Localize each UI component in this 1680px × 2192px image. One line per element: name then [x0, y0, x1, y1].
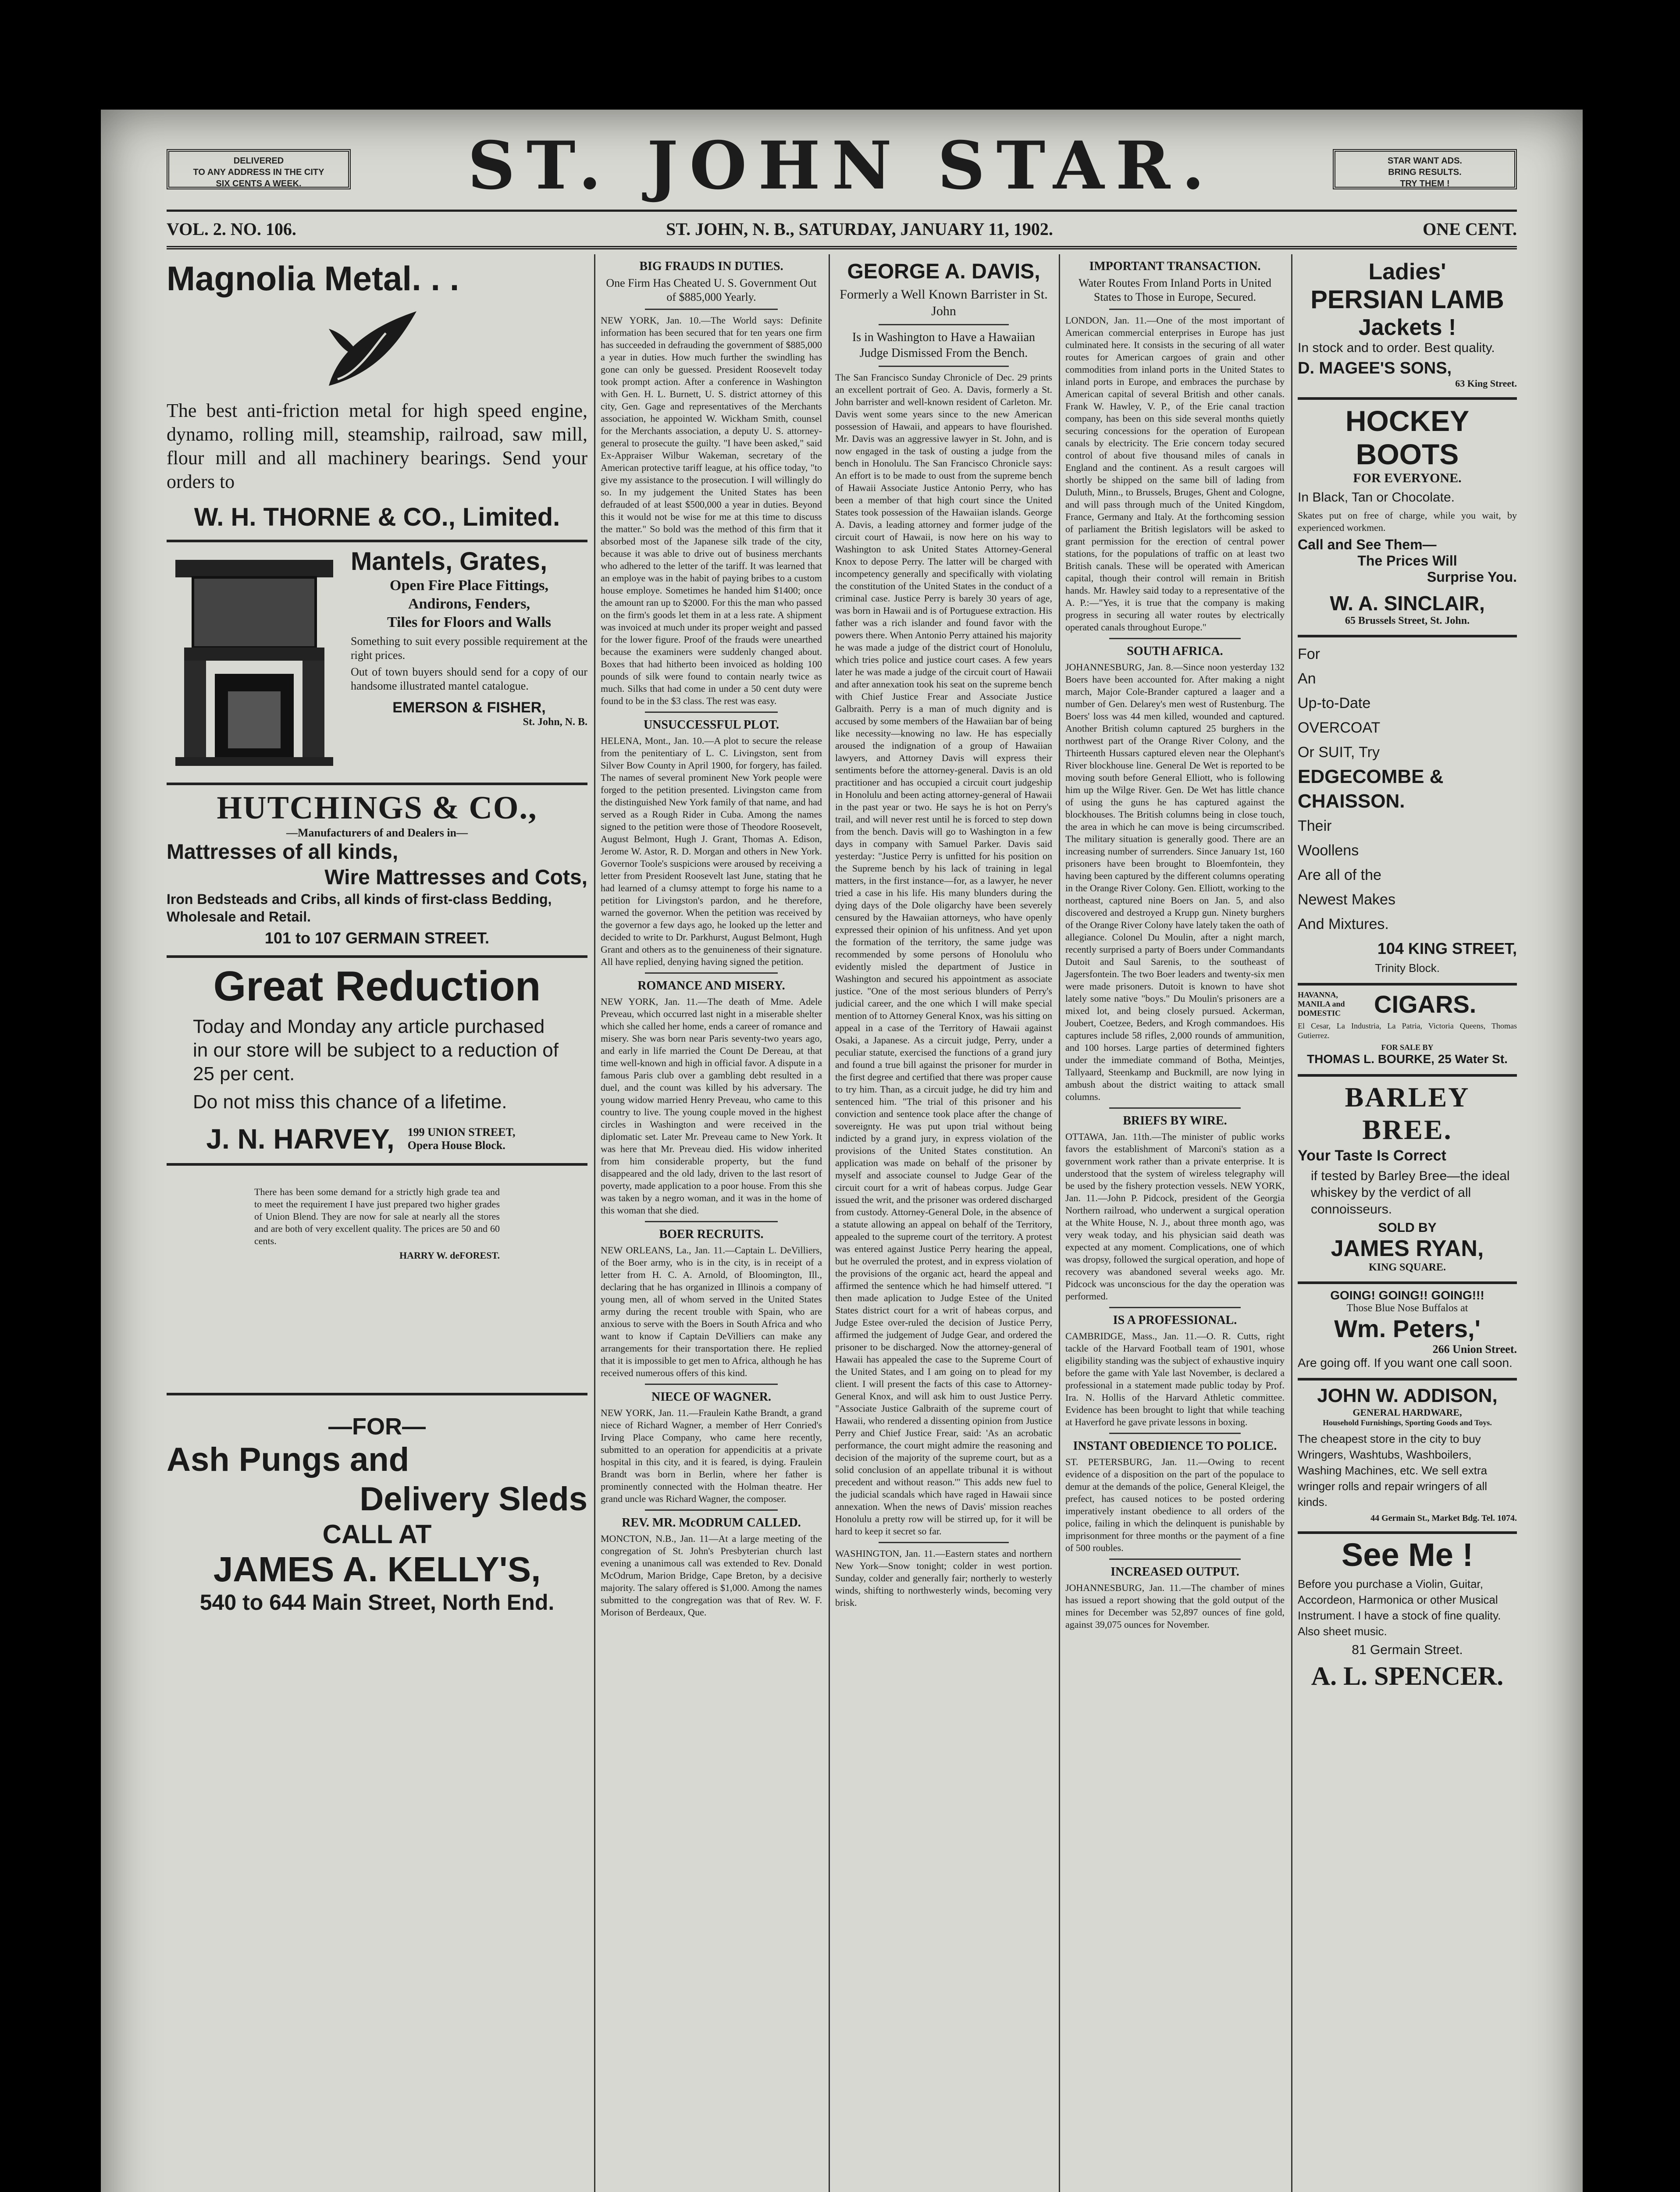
ear-left-line: DELIVERED — [233, 156, 284, 166]
ad-firm: EDGECOMBE & — [1298, 766, 1444, 787]
magnolia-metal-ad — [167, 254, 587, 542]
divider — [645, 1509, 778, 1511]
ad-body: Do not miss this chance of a lifetime. — [193, 1091, 507, 1113]
ad-address: 266 Union Street. — [1432, 1343, 1517, 1356]
persian-lamb-ad — [1298, 254, 1517, 400]
article-body: MONCTON, N.B., Jan. 11—At a large meeting of the congregation of St. John's Presbyterian church last evening a unanimous call was extended to Rev. Donald McOdrum, Marion Bridge, Cape Breton, by a decisive majority. The salary offered is $1,000. Among the names submitted to the congregation was that of Rev. W. F. Morison of Berdeaux, Que. — [601, 1533, 822, 1618]
headline: BIG FRAUDS IN DUTIES. — [639, 260, 783, 273]
article-body: NEW YORK, Jan. 11.—Fraulein Kathe Brandt, a grand niece of Richard Wagner, a member of Herr Conried's Irving Place Company, who came here recently, submitted to an operation for appendicitis at a private hospital in this city, and it is feared, is dying. Fraulein Brandt was born in Berlin, where her father is prominently connected with the Holman theatre. Her grand uncle was Richard Wagner, the composer. — [601, 1407, 822, 1504]
ad-body: There has been some demand for a strictly high grade tea and to meet the requirement I have just prepared two higher grades of Union Blend. They are now for sale at nearly all the stores and are both of very excellent quality. The prices are 50 and 60 cents. — [254, 1186, 500, 1246]
ad-line: Ladies' — [1368, 259, 1446, 285]
headline: GEORGE A. DAVIS, — [847, 260, 1040, 283]
ad-line: Iron Bedsteads and Cribs, all kinds of first-class Bedding, Wholesale and Retail. — [167, 891, 552, 925]
divider — [645, 309, 778, 310]
ad-line: Tiles for Floors and Walls — [387, 614, 552, 630]
edgecombe-ad — [1298, 637, 1517, 986]
ad-address: 101 to 107 GERMAIN STREET. — [264, 929, 490, 947]
article-body: CAMBRIDGE, Mass., Jan. 11.—O. R. Cutts, right tackle of the Harvard Football team of 1901, whose eligibility standing was the subject of exhaustive inquiry before the game with Yale last November, is declared a professional in a statement made public today by Prof. Ira. N. Hollis of the Harvard Athletic committee. Evidence has been brought to light that while teaching at Haverford he gave private lessons in boxing. — [1065, 1331, 1285, 1427]
divider — [879, 366, 1009, 367]
ad-title: Great Reduction — [213, 963, 541, 1010]
headline: SOUTH AFRICA. — [1127, 644, 1223, 658]
ad-line: FOR SALE BY — [1381, 1043, 1434, 1052]
ad-signature: HARRY W. deFOREST. — [399, 1250, 500, 1261]
ad-firm: CHAISSON. — [1298, 790, 1405, 812]
article-body: JOHANNESBURG, Jan. 8.—Since noon yesterday 132 Boers have been accounted for. After making a night march, Major Cole-Brander captured a laager and a number of Gen. Delarey's men west of Rustenburg. The Boers' loss was 44 men killed, wounded and captured. Another British column captured 25 burghers in the northwest part of the Orange River Colony, and the Thirteenth Hussars captured eleven near the Olephant's River blockhouse line. General De Wet is reported to be moving south before General Elliott, who is following him up the Wilge River. Gen. De Wet has little chance of using the guns he has captured against the blockhouses. The British columns being in close touch, the area in which he can move is being circumscribed. The military situation is generally good. There are an increasing number of surrenders. Since January 1st, 160 prisoners have been brought to Bloemfontein, they having been captured by the different columns operating in the Orange River Colony. Gen. Elliott, working to the northeast, captured nine Boers on Jan. 5, and also discovered and destroyed a Krupp gun. Ninety burghers of the Orange River Colony have lately taken the oath of allegiance. Colonel Du Moulin, after a night march, recently surprised a party of Boers under Commandants Dutoit and Saul Sarenis, to the southeast of Jagersfontein. The two Boer leaders and twenty-six men were made prisoners. Dutoit is known to have shot lately some native "boys." Du Moulin's prisoners are a mixed lot, and being closely pursued. Ackerman, Joubert, Coetzee, Beders, and Krogh commandoes. His captures include 58 rifles, 2,000 rounds of ammunition, and 100 horses. Large parties of determined fighters under the immediate command of Botha, Meintjes, Tallyaard, Steenkamp and Buckmill, are now lying in ambush about the district waiting to attack small columns. — [1065, 662, 1285, 1102]
ear-left-line: TO ANY ADDRESS IN THE CITY — [193, 167, 324, 177]
ad-place: St. John, N. B. — [523, 716, 587, 728]
divider — [1109, 309, 1241, 310]
ad-line: Your Taste Is Correct — [1298, 1147, 1446, 1164]
mantel-illustration-icon — [167, 547, 342, 766]
ad-line: Are all of the — [1298, 867, 1381, 883]
ad-body: Before you purchase a Violin, Guitar, Accordeon, Harmonica or other Musical Instrument. I have a stock of fine quality. Also sheet music. — [1298, 1577, 1501, 1638]
mantels-text — [351, 547, 587, 728]
ear-right-line: TRY THEM ! — [1400, 179, 1450, 189]
ad-body: Today and Monday any article purchased in our store will be subject to a reduction of 25 per cent. — [193, 1016, 559, 1085]
ad-subtitle: Household Furnishings, Sporting Goods and Toys. — [1323, 1418, 1492, 1427]
divider — [879, 1542, 1009, 1543]
article-body: The San Francisco Sunday Chronicle of Dec. 29 prints an excellent portrait of Geo. A. Davis, formerly a St. John barrister and well-known resident of Carleton. Mr. Davis went some years since to the new American possession of Hawaii, and appears to have flourished. Mr. Davis was an aggressive lawyer in St. John, and is now engaged in the task of ousting a judge from the bench in Honolulu. The San Francisco Chronicle says: An effort is to be made to oust from the supreme bench of Hawaii Associate Justice Antonio Perry, who has been a member of that high court since the United States took possession of the Hawaiian islands. George A. Davis, a leading attorney and former judge of the circuit court of Hawaii, is now here on his way to Washington to ask United States Attorney-General Knox to depose Perry. The latter will be charged with incompetency generally and specifically with violating the constitution of the United States in the conduct of a criminal case. Justice Perry is barely 30 years of age, was born in Hawaii and is of Portuguese extraction. His father was a rich islander and found favor with the powers there. When Antonio Perry attained his majority he was made a judge of the district court of Honolulu, which tries police and justice court cases. A few years later he was made a judge of the circuit court of Hawaii and after annexation took his seat on the supreme bench with Chief Justice Frear and Associate Justice Galbraith. Perry is a man of much dignity and is accused by some members of the Hawaiian bar of being like necessity—knowing no law. He has especially aroused the indignation of a group of Hawaiian lawyers, and Attorney Davis will express their sentiments before the attorney-general. Davis is an old practitioner and has occupied a circuit court judgeship in Honolulu and been acting attorney-general of Hawaii in the past year or two. He says he is hot on Perry's trail, and will never rest until he is forced to step down from the bench. Davis will go to Washington in a few days in company with Samuel Parker. Davis said yesterday: "Justice Perry is unfitted for his position on the Supreme bench by his lack of training in legal matters, in the first instance—for, as a lawyer, he never tried a case in his life. His many blunders during the dying days of the Dole oligarchy have been severely censured by the Hawaiian attorneys, who have openly expressed their opinion of his unfitness. And yet upon the formation of the territory, the same judge was recommended by some persons of Honolulu who evidently misled the department of Justice in Washington and secured his appointment as associate justice. "One of the most serious blunders of Perry's judicial career, and the one which I will make special mention of to Attorney General Knox, was his sitting on appeal in a case of the Territory of Hawaii against Osaki, a Japanese. As a circuit judge, Perry, under a peculiar statute, exercised the functions of a grand jury and found a true bill against the prisoner for murder in the first degree and certified that there was proper cause to try him. Than, as a circuit judge, he did try him and sentenced him. "The trial of this prisoner and his conviction and sentence took place after the change of sovereignty. He was put upon trial without being indicted by a grand jury, in express violation of the provisions of the United States constitution. An application was made on behalf of the prisoner by myself and associate counsel to Judge Gear of the circuit court for a writ of habeas corpus. Judge Gear issued the writ, and the prisoner was ordered discharged from custody. Attorney-General Dole, in the absence of a statute allowing an appeal on behalf of the Territory, appealed to the supreme court of the territory. A protest was entered against Justice Perry hearing the appeal, but he overruled the protest, and in express violation of the provisions of the organic act, heard the appeal and affirmed the sentence which he had himself uttered. "I then made aplication to Judge Estee of the United States district court for a writ of habeas corpus, and Judge Estee over-ruled the decision of Justice Perry, affirmed the judgement of Judge Gear, and ordered the prisoner to be discharged. Now the attorney-general of Hawaii has appealed the case to the Supreme Court of the United States, and I am going on to plead for my client. I will present the facts of this case to Attorney-General Knox, and will ask him to oust Justice Perry. "Associate Justice Galbraith of the supreme court of Hawaii, who rendered a dissenting opinion from Justice Perry and Chief Justice Frear, said: 'As an acrobatic performance, the court might admire the reasoning and decision of the majority of the supreme court, but as a solid conclusion of an appellate tribunal it is without precedent and without reason.'" This adds new fuel to the judicial scandals which have raged in Hawaii since annexation. When the news of Davis' mission reaches Honolulu a pretty row will be stirred up, for it will be hard to keep it secret so far. — [835, 372, 1052, 1537]
ad-line: For — [1298, 646, 1320, 662]
ad-subtitle: FOR EVERYONE. — [1353, 471, 1462, 485]
ear-right-box — [1333, 149, 1517, 189]
columns — [167, 254, 1517, 2192]
headline: BOER RECRUITS. — [659, 1228, 764, 1241]
divider — [1109, 1307, 1241, 1308]
column-4-news — [1065, 254, 1285, 2192]
subheadline: Is in Washington to Have a Hawaiian Judge Dismissed From the Bench. — [852, 331, 1036, 360]
ad-body: El Cesar, La Industria, La Patria, Victoria Queens, Thomas Gutierrez. — [1298, 1021, 1517, 1040]
headline: REV. MR. McODRUM CALLED. — [622, 1516, 801, 1530]
headline: BRIEFS BY WIRE. — [1123, 1114, 1227, 1128]
addison-hardware-ad — [1298, 1381, 1517, 1534]
ad-line: The Prices Will — [1357, 553, 1457, 569]
column-rule — [594, 254, 595, 2192]
ad-line: —FOR— — [328, 1413, 426, 1440]
union-blend-tea-notice — [167, 1166, 587, 1395]
ad-line: HAVANNA, MANILA and DOMESTIC — [1298, 990, 1345, 1018]
ad-line: PERSIAN LAMB — [1310, 285, 1504, 314]
headline: ROMANCE AND MISERY. — [637, 979, 785, 993]
ad-line: Surprise You. — [1427, 569, 1517, 585]
ad-body: Skates put on free of charge, while you wait, by experienced workmen. — [1298, 510, 1517, 533]
ad-line: Wire Mattresses and Cots, — [324, 866, 587, 889]
divider — [1109, 638, 1241, 639]
ad-firm: W. H. THORNE & CO., Limited. — [194, 503, 560, 531]
ad-firm: JAMES A. KELLY'S, — [213, 1550, 541, 1589]
headline: UNSUCCESSFUL PLOT. — [643, 718, 779, 732]
divider — [645, 1384, 778, 1385]
column-rule — [1059, 254, 1060, 2192]
article-body: WASHINGTON, Jan. 11.—Eastern states and northern New York—Snow tonight; colder in west portion. Sunday, colder and generally fair; northerly to westerly winds, shifting to northwesterly winds, becoming very brisk. — [835, 1548, 1052, 1608]
ad-address: 199 UNION STREET, Opera House Block. — [407, 1126, 516, 1152]
article-body: ST. PETERSBURG, Jan. 11.—Owing to recent evidence of a disposition on the part of the populace to demur at the demands of the police, General Kleigel, the prefect, has caused notices to be posted ordering imperatively instant obedience to all orders of the police, failing in which the delinquent is punishable by imprisonment for three months or the payment of a fine of 500 roubles. — [1065, 1456, 1285, 1553]
subheadline: Water Routes From Inland Ports in United States to Those in Europe, Secured. — [1078, 277, 1271, 303]
subheadline: One Firm Has Cheated U. S. Government Out of $885,000 Yearly. — [606, 277, 817, 303]
ad-firm: JOHN W. ADDISON, — [1317, 1385, 1498, 1406]
ad-body: Those Blue Nose Buffalos at — [1346, 1302, 1468, 1314]
ad-firm: EMERSON & FISHER, — [392, 699, 546, 716]
ad-line: CALL AT — [322, 1519, 432, 1549]
ad-body: The best anti-friction metal for high speed engine, dynamo, rolling mill, steamship, railroad, saw mill, flour mill and all machinery bearings. Send your orders to — [167, 400, 587, 492]
ad-line: Delivery Sleds — [359, 1480, 587, 1518]
ad-address: 63 King Street. — [1455, 378, 1517, 389]
ad-body: if tested by Barley Bree—the ideal whiskey by the verdict of all connoisseurs. — [1311, 1169, 1510, 1217]
ad-address: KING SQUARE. — [1368, 1262, 1446, 1273]
ad-title: See Me ! — [1341, 1537, 1474, 1573]
ad-address: Trinity Block. — [1375, 961, 1440, 975]
ad-line: An — [1298, 670, 1316, 687]
column-1-ads — [167, 254, 587, 2192]
ad-line: Newest Makes — [1298, 891, 1395, 908]
ad-firm: D. MAGEE'S SONS, — [1298, 359, 1452, 377]
divider — [879, 324, 1009, 325]
ad-body: The cheapest store in the city to buy Wringers, Washtubs, Washboilers, Washing Machines, etc. We sell extra wringer rolls and repair wringers of all kinds. — [1298, 1432, 1488, 1509]
cigars-row — [1298, 990, 1517, 1018]
ad-line: Mattresses of all kinds, — [167, 840, 399, 864]
ad-body: Are going off. If you want one call soon. — [1298, 1356, 1513, 1370]
ad-line: Andirons, Fenders, — [408, 596, 530, 612]
newspaper-page — [101, 110, 1583, 2192]
ad-line: Ash Pungs and — [167, 1441, 409, 1478]
cigars-ad — [1298, 986, 1517, 1077]
divider — [1109, 1107, 1241, 1109]
ad-line: Open Fire Place Fittings, — [390, 577, 548, 594]
newspaper-title: ST. JOHN STAR. — [467, 127, 1216, 204]
ad-subtitle: GENERAL HARDWARE, — [1353, 1407, 1462, 1418]
ad-body: Something to suit every possible requirement at the right prices. — [351, 635, 587, 662]
article-body: NEW YORK, Jan. 10.—The World says: Definite information has been secured that for ten years one firm has succeeded in defrauding the government of $885,000 a year in duties. How much further the swindling has gone can only be guessed. President Roosevelt today took prompt action. After a conference in Washington with Gen. H. L. Burnett, U. S. district attorney of this city, Gen. Gage and representatives of the Merchants association, he appointed W. Wickham Smith, counsel for the Merchants association, a deputy U. S. attorney-general to prosecute the guilty. "I have been asked," said Ex-Appraiser Wilbur Wakeman, secretary of the American protective tariff league, at his office today, "to give my assistance to the prosecution. I will willingly do so. In my judgement the United States has been defrauded of at least $500,000 a year in duties. Beyond this it would not be wise for me at this time to discuss the matter." So bold was the method of this firm that it absorbed most of the Japanese silk trade of the city, because it was able to drive out of business merchants who adhered to the letter of the tariff. It was learned that an employe was in the habit of paying bribes to a custom house employe. Sometimes he handed him $1400; once the amount ran up to $2000. For this the man who passed on the firm's goods let them in at a less rate. A shipment was invoiced at much under its proper weight and passed for the lower figure. Proof of the frauds were unearthed because the examiners were suddenly changed about. Boxes that had hitherto been invoiced as holding 100 pounds of silk were found to contain nearly twice as much. Silks that had come in under a 50 cent duty were found to be in the $3 class. The rest was easy. — [601, 315, 822, 706]
great-reduction-ad — [167, 958, 587, 1166]
headline: NIECE OF WAGNER. — [651, 1390, 772, 1404]
ad-firm: A. L. SPENCER. — [1311, 1662, 1504, 1690]
dateline-bar — [167, 210, 1517, 249]
divider — [645, 972, 778, 974]
ad-title: HOCKEY BOOTS — [1345, 405, 1470, 470]
hockey-boots-ad — [1298, 400, 1517, 637]
ad-line: Jackets ! — [1358, 315, 1456, 340]
column-rule — [1291, 254, 1292, 2192]
divider — [1109, 1433, 1241, 1434]
column-rule — [829, 254, 830, 2192]
ad-body: In stock and to order. Best quality. — [1298, 341, 1495, 355]
spencer-music-ad — [1298, 1534, 1517, 1691]
ad-title: Mantels, Grates, — [351, 547, 548, 576]
reduction-footer — [167, 1123, 587, 1155]
ad-address: 104 KING STREET, — [1377, 939, 1517, 957]
divider — [1109, 1559, 1241, 1560]
ad-firm: W. A. SINCLAIR, — [1330, 592, 1485, 615]
ad-line: GOING! GOING!! GOING!!! — [1330, 1288, 1484, 1302]
ad-line: Or SUIT, Try — [1298, 744, 1380, 761]
ad-firm: J. N. HARVEY, — [206, 1123, 395, 1155]
ad-title: Magnolia Metal. . . — [167, 259, 459, 298]
ad-line: And Mixtures. — [1298, 916, 1389, 932]
divider — [645, 712, 778, 713]
article-body: LONDON, Jan. 11.—One of the most important of American commercial enterprises in Europe has just culminated here. It consists in the securing of all water routes for American cargoes of grain and other commodities from inland ports in the United States to inland ports in Europe, and embraces the purchase by American capital of several British and other canals. Frank W. Hawley, V. P., of the Erie canal traction company, has been on this side several months quietly securing concessions for the operation of European canals by electricity. The Erie concern today secured control of about five thousand miles of canals in England and the continent. As a result cargoes will shortly be shipped on the same bill of lading from Duluth, Minn., to Brussels, Bruges, Ghent and Cologne, and will pass through much of the United Kingdom, France, Germany and Italy. At the forthcoming session of parliament the British legislators will be asked to grant permission for the erection of central power stations, for the populations of traffic on at least two British canals. These will be operated with American capital, though their control will remain in British hands. Mr. Hawley said today to a representative of the A. P.:—"Yes, it is true that the company is making progress in securing all water routes by electrically operated canals throughout Europe." — [1065, 315, 1285, 633]
ear-right-line: STAR WANT ADS. — [1388, 156, 1462, 166]
peters-buffalos-ad — [1298, 1284, 1517, 1381]
kelly-sleds-ad — [167, 1395, 587, 1615]
ad-title: BARLEY BREE. — [1345, 1082, 1470, 1145]
ad-firm: Wm. Peters,' — [1334, 1315, 1481, 1342]
headline: INSTANT OBEDIENCE TO POLICE. — [1073, 1439, 1277, 1453]
ad-title: CIGARS. — [1374, 990, 1477, 1018]
leaf-illustration-icon — [311, 302, 443, 395]
article-body: NEW YORK, Jan. 11.—The death of Mme. Adele Preveau, which occurred last night in a miserable shelter which she called her home, ends a career of romance and misery. She was born near Paris seventy-two years ago, and early in life married the Count De Dereau, at that time well-known and high in official favor. A dispute in a famous Paris club over a gambling debt resulted in a duel, and the count was killed by his adversary. The young widow married Henry Preveau, who came to this country to live. The young couple moved in the highest circles in Washington and were received in the diplomatic set. Later Mr. Preveau came to New York. It was here that Mr. Preveau died. His widow inherited from him considerable property, but the fund disappeared and the old lady, driven to the last resort of poverty, made application to a poor house. From this she was taken by a negro woman, and it was in the home of this woman that she died. — [601, 996, 822, 1216]
barley-bree-ad — [1298, 1077, 1517, 1284]
ear-left-line: SIX CENTS A WEEK. — [216, 179, 302, 189]
article-body: JOHANNESBURG, Jan. 11.—The chamber of mines has issued a report showing that the gold output of the mines for December was 52,897 ounces of fine gold, against 39,075 ounces for November. — [1065, 1582, 1285, 1630]
ad-line: SOLD BY — [1378, 1221, 1437, 1235]
ad-firm: JAMES RYAN, — [1331, 1236, 1484, 1261]
ear-right-line: BRING RESULTS. — [1388, 167, 1462, 177]
ad-line: OVERCOAT — [1298, 719, 1381, 736]
issue-date: ST. JOHN, N. B., SATURDAY, JANUARY 11, 1902. — [666, 219, 1053, 239]
column-3-news — [835, 254, 1052, 2192]
ad-subtitle: —Manufacturers of and Dealers in— — [286, 826, 468, 839]
issue-price: ONE CENT. — [1423, 219, 1517, 239]
ad-address: 81 Germain Street. — [1352, 1643, 1463, 1657]
ad-line: Up-to-Date — [1298, 695, 1371, 712]
ad-address: 44 Germain St., Market Bdg. Tel. 1074. — [1370, 1513, 1517, 1523]
ad-line: Their — [1298, 818, 1332, 834]
article-body: HELENA, Mont., Jan. 10.—A plot to secure the release from the penitentiary of L. C. Livingston, sent from Silver Bow County in April 1900, for forgery, has failed. The names of several prominent New York people were forged to the petition presented. Livingston came from the distinguished New York family of that name, and had served as a Rough Rider in Cuba. Among the names signed to the petition were those of Theodore Roosevelt, August Belmont, Hugh J. Grant, Thomas A. Edison, Jerome W. Astor, R. D. Morgan and others in New York. Governor Toole's suspicions were aroused by receiving a letter from President Roosevelt last June, stating that he had learned of a clumsy attempt to forge his name to a petition for Livingston's pardon, and he therefore, warned the governor. When the petition was received by the governor a few days ago, he looked up the letter and decided to write to Dr. Parkhurst, August Belmont, Hugh Grant and others as to the genuineness of their signature. All have replied, denying having signed the petition. — [601, 735, 822, 967]
ad-body: In Black, Tan or Chocolate. — [1298, 490, 1455, 505]
masthead — [101, 110, 1583, 210]
ad-line: Woollens — [1298, 842, 1359, 859]
column-2-news — [601, 254, 822, 2192]
subheadline: Formerly a Well Known Barrister in St. John — [840, 287, 1048, 318]
article-body: NEW ORLEANS, La., Jan. 11.—Captain L. DeVilliers, of the Boer army, who is in the city, is in receipt of a letter from H. C. A. Arnold, of Bloomington, Ill., declaring that he has organized in Illinois a company of young men, all of whom served in the United States army during the recent trouble with Spain, who are anxious to serve with the Boers in South Africa and who want to know if Captain DeVilliers can make any arrangements for their transportation there. He replied that it is impossible to get men to Africa, although he has received numerous offers of this kind. — [601, 1245, 822, 1378]
headline: IS A PROFESSIONAL. — [1113, 1313, 1237, 1327]
hutchings-ad — [167, 785, 587, 958]
column-5-ads — [1298, 254, 1517, 2192]
ad-address: 65 Brussels Street, St. John. — [1345, 615, 1470, 626]
divider — [645, 1221, 778, 1222]
ad-firm: THOMAS L. BOURKE, 25 Water St. — [1307, 1052, 1508, 1066]
ad-line: Call and See Them— — [1298, 537, 1437, 552]
headline: INCREASED OUTPUT. — [1111, 1565, 1239, 1579]
headline: IMPORTANT TRANSACTION. — [1089, 260, 1261, 273]
volume-number: VOL. 2. NO. 106. — [167, 219, 296, 239]
ad-body: Out of town buyers should send for a copy of our handsome illustrated mantel catalogue. — [351, 665, 587, 692]
ad-title: HUTCHINGS & CO., — [217, 790, 537, 826]
article-body: OTTAWA, Jan. 11th.—The minister of public works favors the establishment of Marconi's station as a government work rather than a private enterprise. It is understood that the system of wireless telegraphy will be used by the fishery protection vessels. NEW YORK, Jan. 11.—John P. Pidcock, president of the Georgia Northern railroad, who underwent a surgical operation at the White House, N. J., about three month ago, was very weak today, and his physician said death was expected at any moment. Complications, one of which was dropsy, followed the surgical operation, and hope of recovery was abandoned several weeks ago. Mr. Pidcock was unconscious for the day the operation was performed. — [1065, 1131, 1285, 1302]
ad-address: 540 to 644 Main Street, North End. — [199, 1590, 555, 1615]
mantels-grates-ad — [167, 542, 587, 785]
